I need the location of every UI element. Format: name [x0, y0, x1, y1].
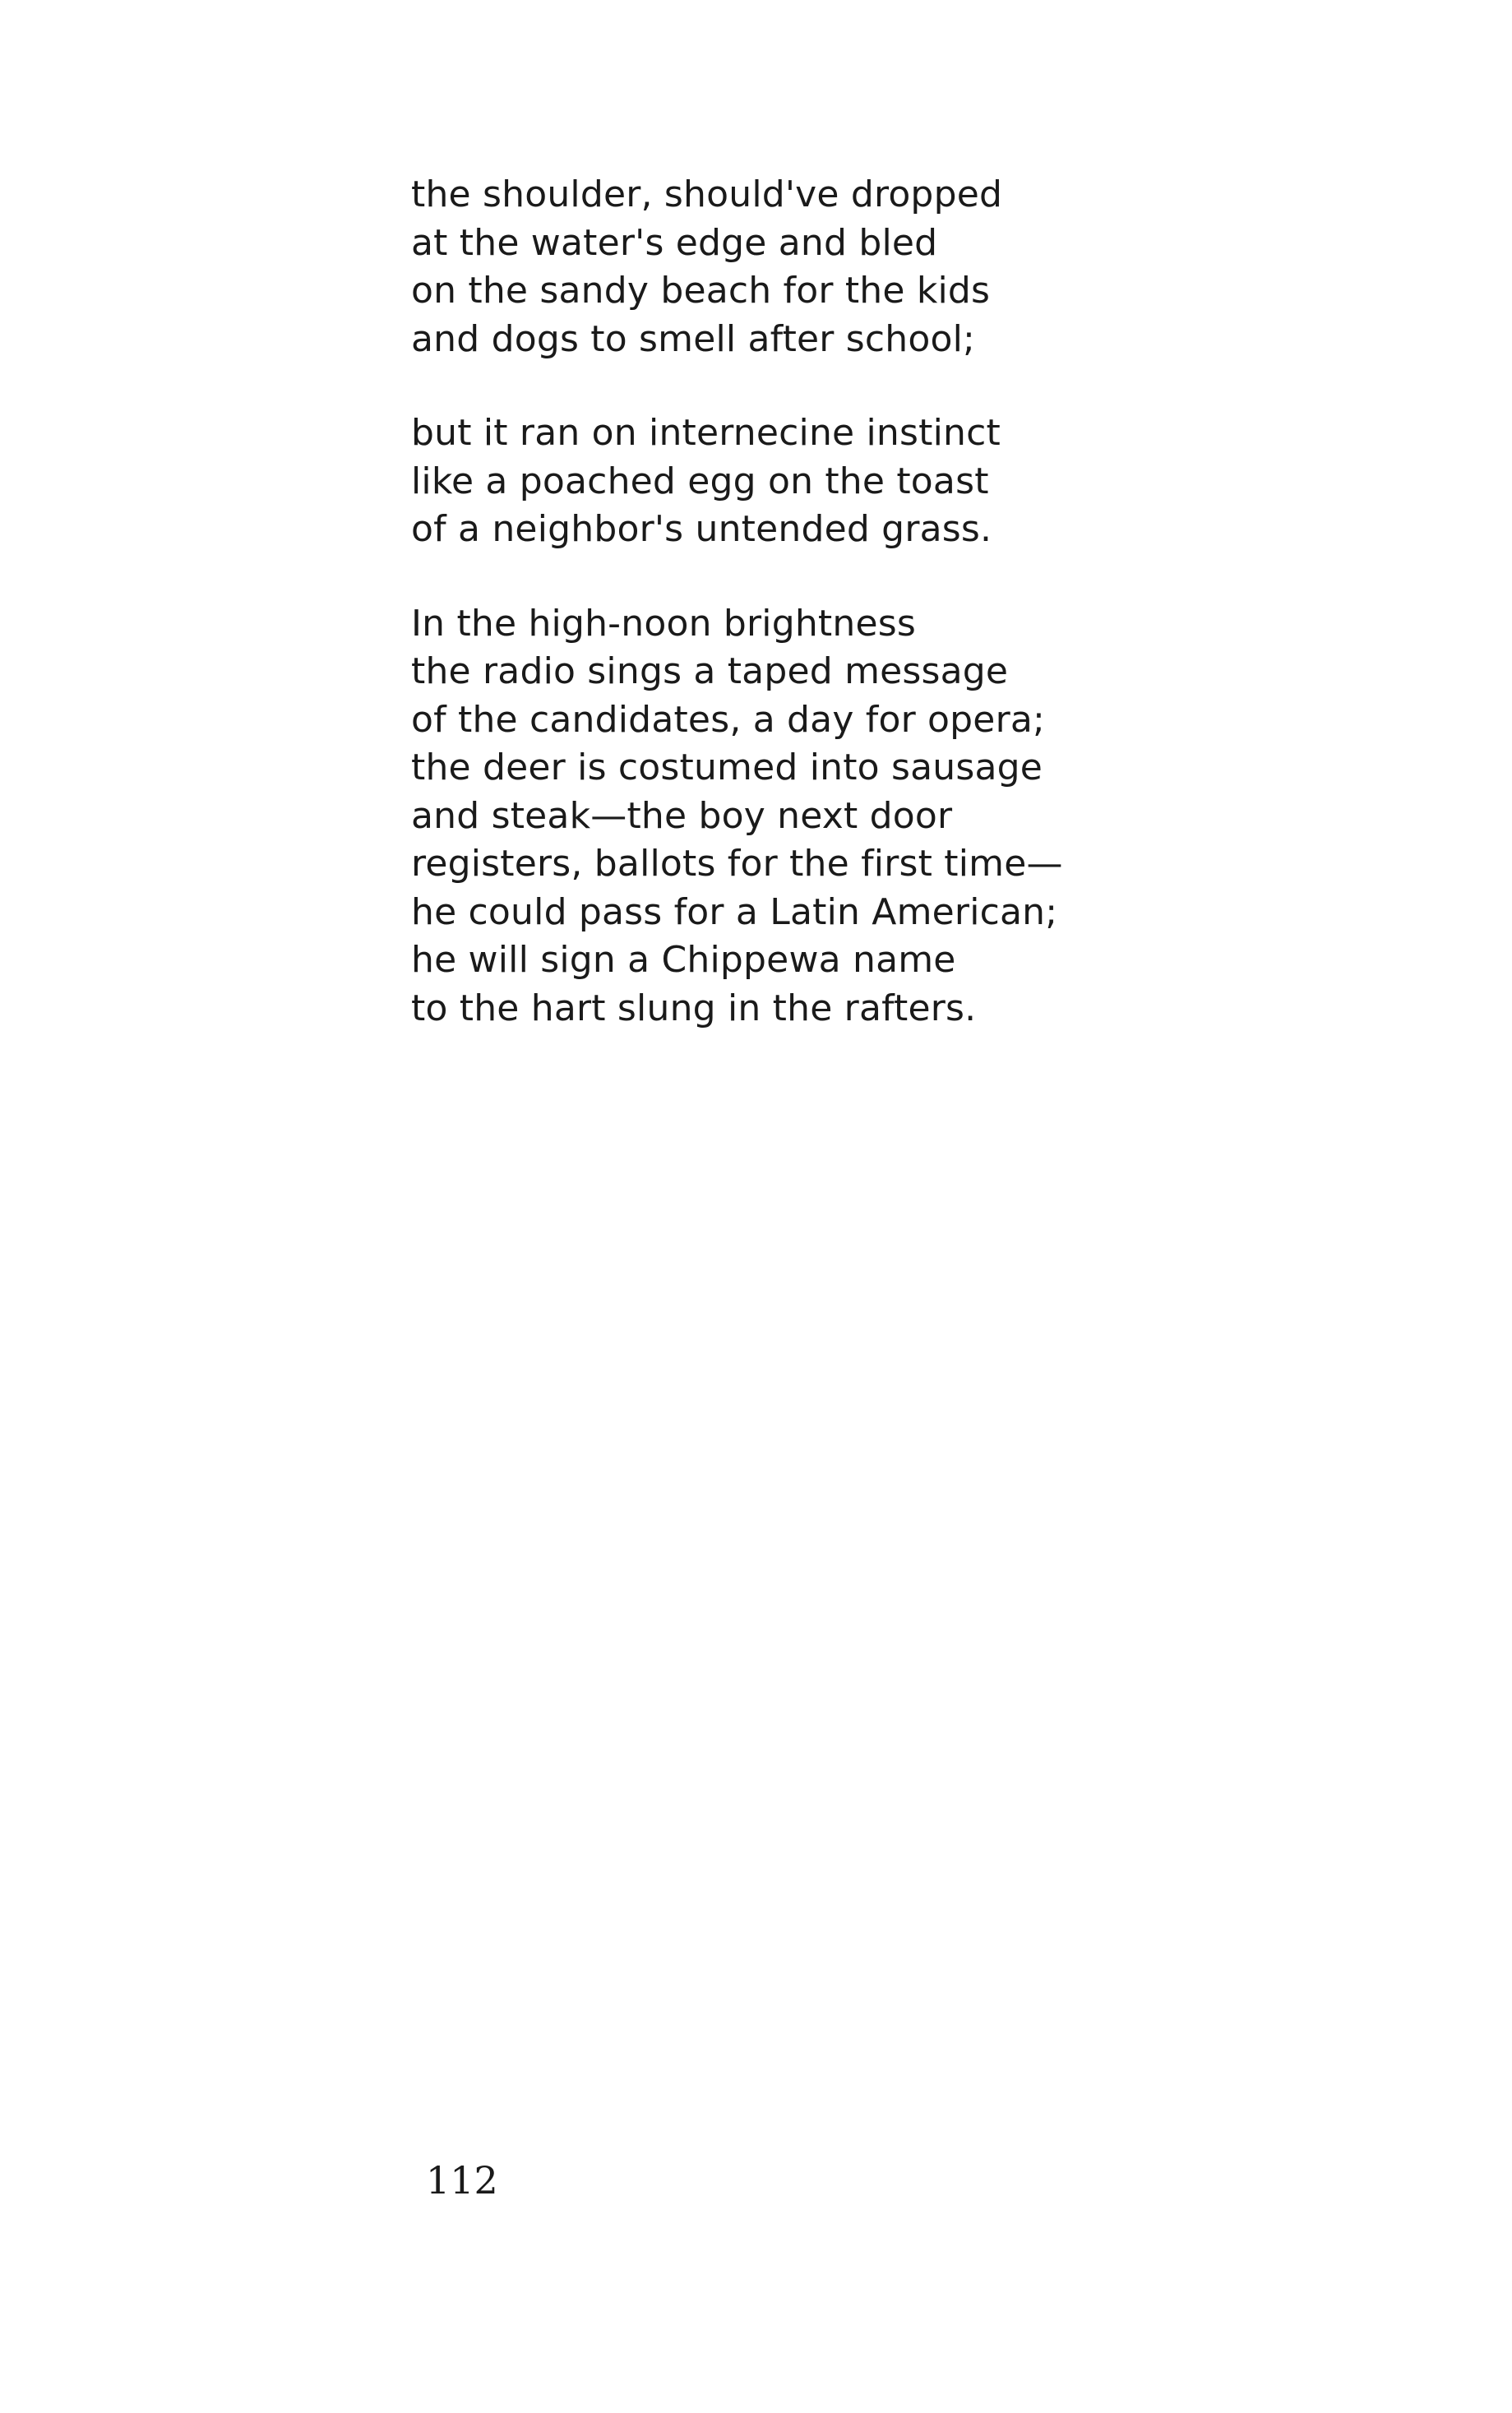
stanza-2: [411, 409, 1398, 554]
poem-line: registers, ballots for the first time—: [411, 843, 1063, 885]
poem-line: he will sign a Chippewa name: [411, 939, 956, 981]
poem-line: on the sandy beach for the kids: [411, 270, 991, 312]
page-number: 112: [426, 2158, 498, 2203]
poem-line: the deer is costumed into sausage: [411, 747, 1043, 788]
poem-line: and dogs to smell after school;: [411, 317, 976, 360]
poem-line: of a neighbor's untended grass.: [411, 508, 992, 550]
poem-line: the shoulder, should've dropped: [411, 173, 1003, 215]
poem-line: of the candidates, a day for opera;: [411, 698, 1046, 741]
poem-line: at the water's edge and bled: [411, 221, 938, 264]
poem-line: to the hart slung in the rafters.: [411, 987, 977, 1029]
poem-body: [411, 171, 1398, 1079]
stanza-1: [411, 171, 1398, 363]
poem-line: In the high-noon brightness: [411, 602, 916, 645]
stanza-3: [411, 600, 1398, 1033]
poem-line: and steak—the boy next door: [411, 794, 953, 837]
poem-line: like a poached egg on the toast: [411, 460, 989, 502]
poem-line: the radio sings a taped message: [411, 650, 1009, 692]
poem-line: he could pass for a Latin American;: [411, 890, 1058, 933]
poem-line: but it ran on internecine instinct: [411, 412, 1001, 454]
